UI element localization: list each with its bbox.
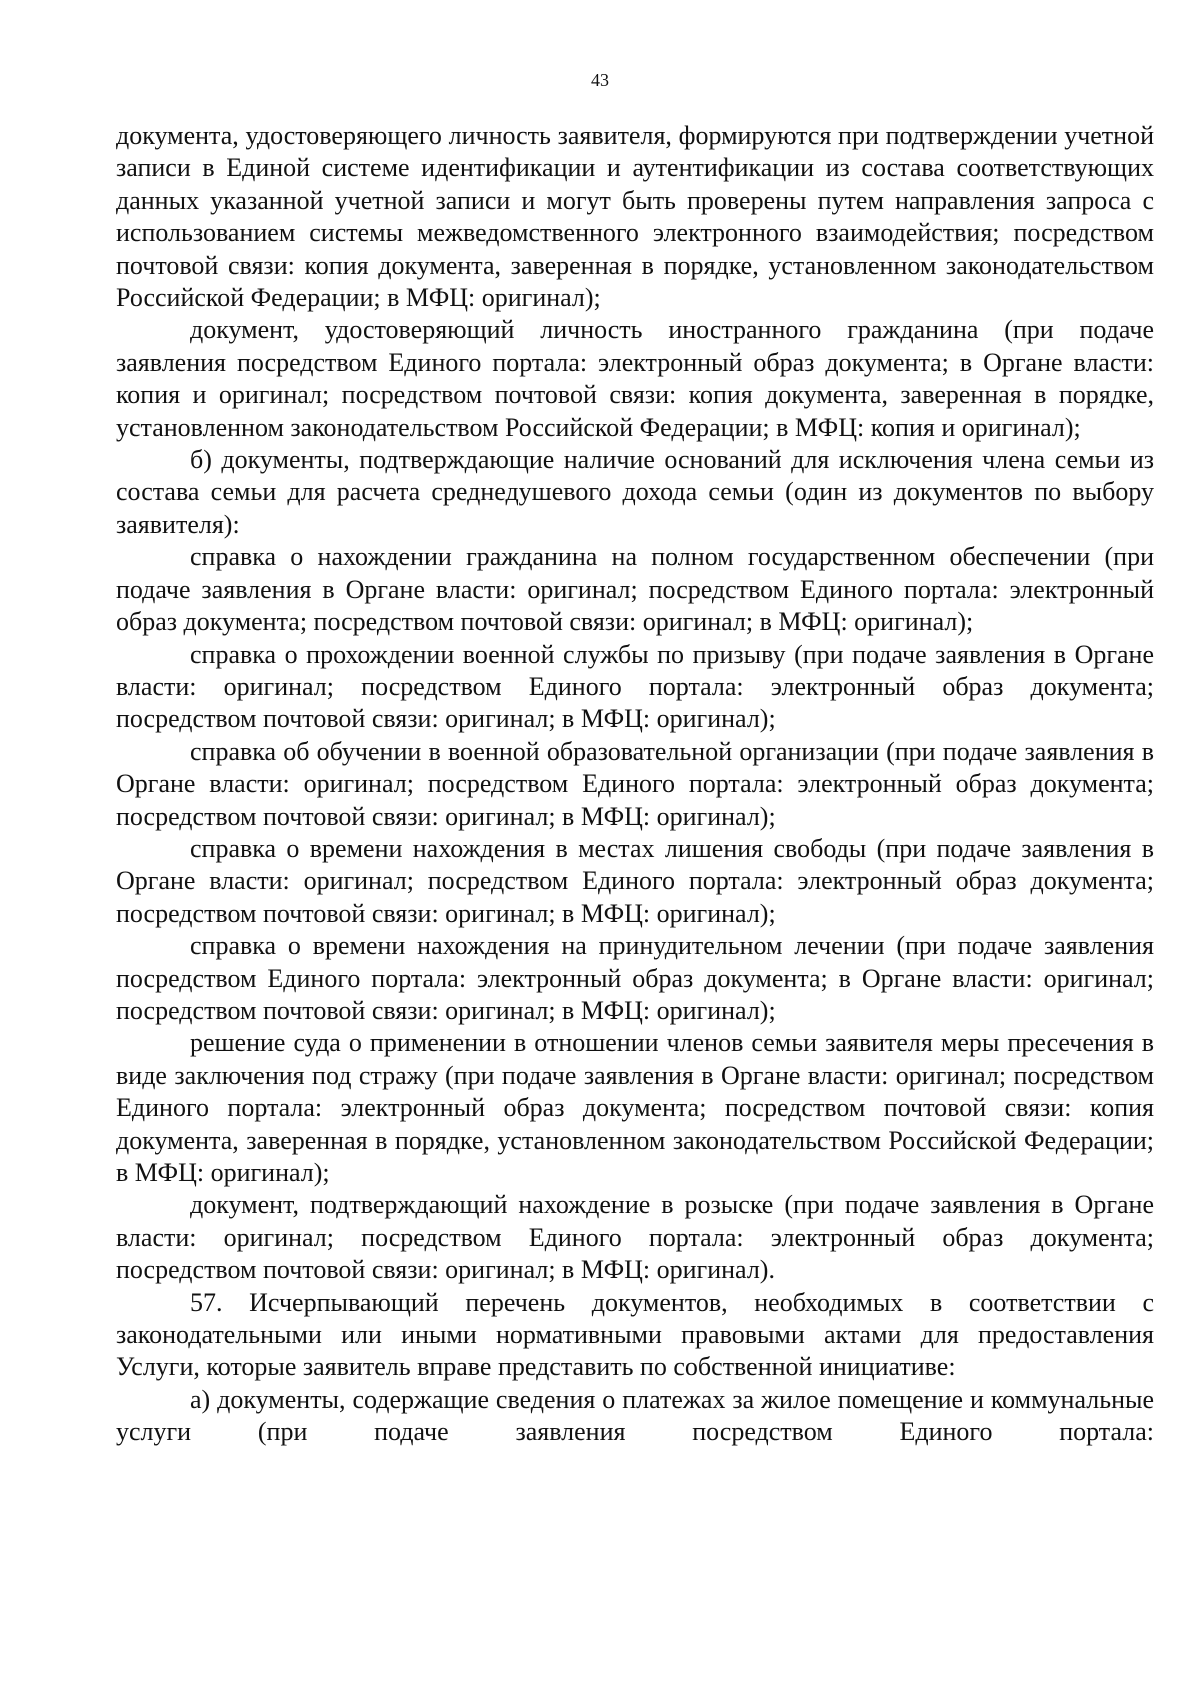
paragraph-state-support-certificate: справка о нахождении гражданина на полном государственном обеспечении (при подаче заявления в Органе власти: оригинал; посредством Единого портала: электронный образ документа; посредством почтовой связи: оригинал; в МФЦ: оригинал); — [116, 542, 1154, 637]
paragraph-imprisonment-certificate: справка о времени нахождения в местах лишения свободы (при подаче заявления в Органе власти: оригинал; посредством Единого портала: электронный образ документа; посредством почтовой связи: оригинал; в МФЦ: оригинал); — [116, 833, 1154, 928]
page-number: 43 — [591, 70, 609, 90]
paragraph-foreign-citizen-document: документ, удостоверяющий личность иностранного гражданина (при подаче заявления посредством Единого портала: электронный образ документа; в Органе власти: копия и оригинал; посредством почтовой связи: копия документа, заверенная в порядке, установленном законодательством Российской Федерации; в МФЦ: копия и оригинал); — [116, 315, 1154, 442]
paragraph-item-b-exclusion-documents: б) документы, подтверждающие наличие оснований для исключения члена семьи из состава семьи для расчета среднедушевого дохода семьи (один из документов по выбору заявителя): — [116, 445, 1154, 539]
paragraph-wanted-status-document: документ, подтверждающий нахождение в розыске (при подаче заявления в Органе власти: оригинал; посредством Единого портала: электронный образ документа; посредством почтовой связи: оригинал; в МФЦ: оригинал). — [116, 1190, 1154, 1285]
paragraph-compulsory-treatment-certificate: справка о времени нахождения на принудительном лечении (при подаче заявления посредством Единого портала: электронный образ документа; в Органе власти: оригинал; посредством почтовой связи: оригинал; в МФЦ: оригинал); — [116, 931, 1154, 1025]
paragraph-57-optional-documents: 57. Исчерпывающий перечень документов, необходимых в соответствии с законодательными или иными нормативными правовыми актами для предоставления Услуги, которые заявитель вправе представить по собственной инициативе: — [116, 1287, 1154, 1382]
paragraph-military-education-certificate: справка об обучении в военной образовательной организации (при подаче заявления в Органе власти: оригинал; посредством Единого портала: электронный образ документа; посредством почтовой связи: оригинал; в МФЦ: оригинал); — [116, 736, 1154, 831]
paragraph-item-a-utility-payments: а) документы, содержащие сведения о платежах за жилое помещение и коммунальные услуги (при подаче заявления посредством Единого портала: — [116, 1384, 1154, 1447]
paragraph-military-service-certificate: справка о прохождении военной службы по призыву (при подаче заявления в Органе власти: оригинал; посредством Единого портала: электронный образ документа; посредством почтовой связи: оригинал; в МФЦ: оригинал); — [116, 639, 1154, 734]
paragraph-identity-document-continued: документа, удостоверяющего личность заявителя, формируются при подтверждении учетной записи в Единой системе идентификации и аутентификации из состава соответствующих данных указанной учетной записи и могут быть проверены путем направления запроса с использованием системы межведомственного электронного взаимодействия; посредством почтовой связи: копия документа, заверенная в порядке, установленном законодательством Российской Федерации; в МФЦ: оригинал); — [116, 121, 1154, 313]
paragraph-court-decision-custody: решение суда о применении в отношении членов семьи заявителя меры пресечения в виде заключения под стражу (при подаче заявления в Органе власти: оригинал; посредством Единого портала: электронный образ документа; посредством почтовой связи: копия документа, заверенная в порядке, установленном законодательством Российской Федерации; в МФЦ: оригинал); — [116, 1028, 1154, 1187]
document-body — [116, 120, 1154, 1449]
